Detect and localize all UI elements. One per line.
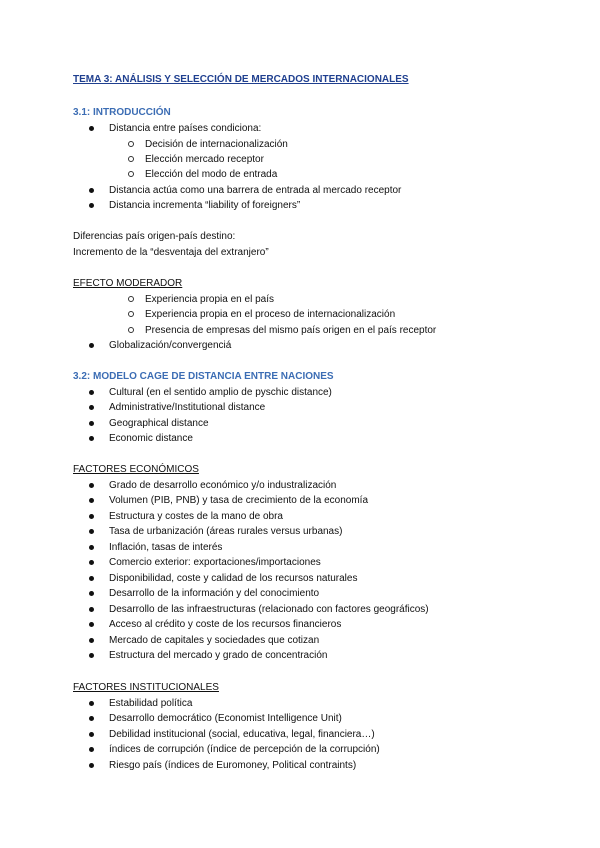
bullet-icon bbox=[89, 607, 94, 612]
bullet-icon bbox=[89, 701, 94, 706]
paragraph-line: Incremento de la “desventaja del extranjero” bbox=[73, 247, 269, 258]
circle-bullet-icon bbox=[128, 327, 134, 333]
bullet-icon bbox=[89, 560, 94, 565]
bullet-icon bbox=[89, 421, 94, 426]
section-heading-efecto-moderador: EFECTO MODERADOR bbox=[73, 278, 183, 289]
bullet-icon bbox=[89, 529, 94, 534]
section-heading-factores-economicos: FACTORES ECONÓMICOS bbox=[73, 464, 199, 475]
bullet-icon bbox=[89, 343, 94, 348]
circle-bullet-icon bbox=[128, 141, 134, 147]
bullet-icon bbox=[89, 763, 94, 768]
circle-bullet-icon bbox=[128, 311, 134, 317]
bullet-icon bbox=[89, 576, 94, 581]
bullet-icon bbox=[89, 591, 94, 596]
bullet-icon bbox=[89, 436, 94, 441]
document-title: TEMA 3: ANÁLISIS Y SELECCIÓN DE MERCADOS INTERNACIONALES bbox=[73, 74, 409, 85]
circle-bullet-icon bbox=[128, 296, 134, 302]
bullet-icon bbox=[89, 638, 94, 643]
bullet-icon bbox=[89, 716, 94, 721]
section-heading-3-2: 3.2: MODELO CAGE DE DISTANCIA ENTRE NACIONES bbox=[73, 371, 334, 382]
circle-bullet-icon bbox=[128, 156, 134, 162]
document-page: TEMA 3: ANÁLISIS Y SELECCIÓN DE MERCADOS INTERNACIONALES 3.1: INTRODUCCIÓN Distancia entre países condiciona: Decisión de internacionalización Elección mercado receptor Elección del modo de entrada Distancia actúa como una barrera de entrada al mercado receptor Distancia incrementa “liability of foreigners” Diferencias país origen-país destino: Incremento de la “desventaja del extranjero” EFECTO MODERADOR Experiencia propia en el país Experiencia propia en el proceso de internacionalización Presencia de empresas del mismo país origen en el país receptor Globalización/convergenciá 3.2: MODELO CAGE DE DISTANCIA ENTRE NACIONES Cultural (en el sentido amplio de pyschic distance) Administrative/Institutional distance Geographical distance Economic distance FACTORES ECONÓMICOS Grado de desarrollo económico y/o industralización Volumen (PIB, PNB) y tasa de crecimiento de la economía Estructura y costes de la mano de obra Tasa de urbanización (áreas rurales versus urbanas) Inflación, tasas de interés Comercio exterior: exportaciones/importaciones Disponibilidad, coste y calidad de los recursos naturales Desarrollo de la información y del conocimiento Desarrollo de las infraestructuras (relacionado con factores geográficos) Acceso al crédito y coste de los recursos financieros Mercado de capitales y sociedades que cotizan Estructura del mercado y grado de concentración FACTORES INSTITUCIONALES Estabilidad política Desarrollo democrático (Economist Intelligence Unit) Debilidad institucional (social, educativa, legal, financiera…) índices de corrupción (índice de percepción de la corrupción) Riesgo país (índices de Euromoney, Political contraints) bbox=[73, 74, 437, 771]
section-heading-factores-institucionales: FACTORES INSTITUCIONALES bbox=[73, 682, 219, 693]
bullet-icon bbox=[89, 622, 94, 627]
bullet-icon bbox=[89, 483, 94, 488]
section-heading-3-1: 3.1: INTRODUCCIÓN bbox=[73, 107, 171, 118]
bullet-icon bbox=[89, 390, 94, 395]
circle-bullet-icon bbox=[128, 171, 134, 177]
bullet-icon bbox=[89, 126, 94, 131]
bullet-icon bbox=[89, 514, 94, 519]
bullet-icon bbox=[89, 405, 94, 410]
paragraph-line: Diferencias país origen-país destino: bbox=[73, 231, 236, 242]
bullet-icon bbox=[89, 653, 94, 658]
bullet-icon bbox=[89, 203, 94, 208]
bullet-icon bbox=[89, 188, 94, 193]
bullet-icon bbox=[89, 545, 94, 550]
bullet-icon bbox=[89, 747, 94, 752]
bullet-icon bbox=[89, 498, 94, 503]
bullet-icon bbox=[89, 732, 94, 737]
